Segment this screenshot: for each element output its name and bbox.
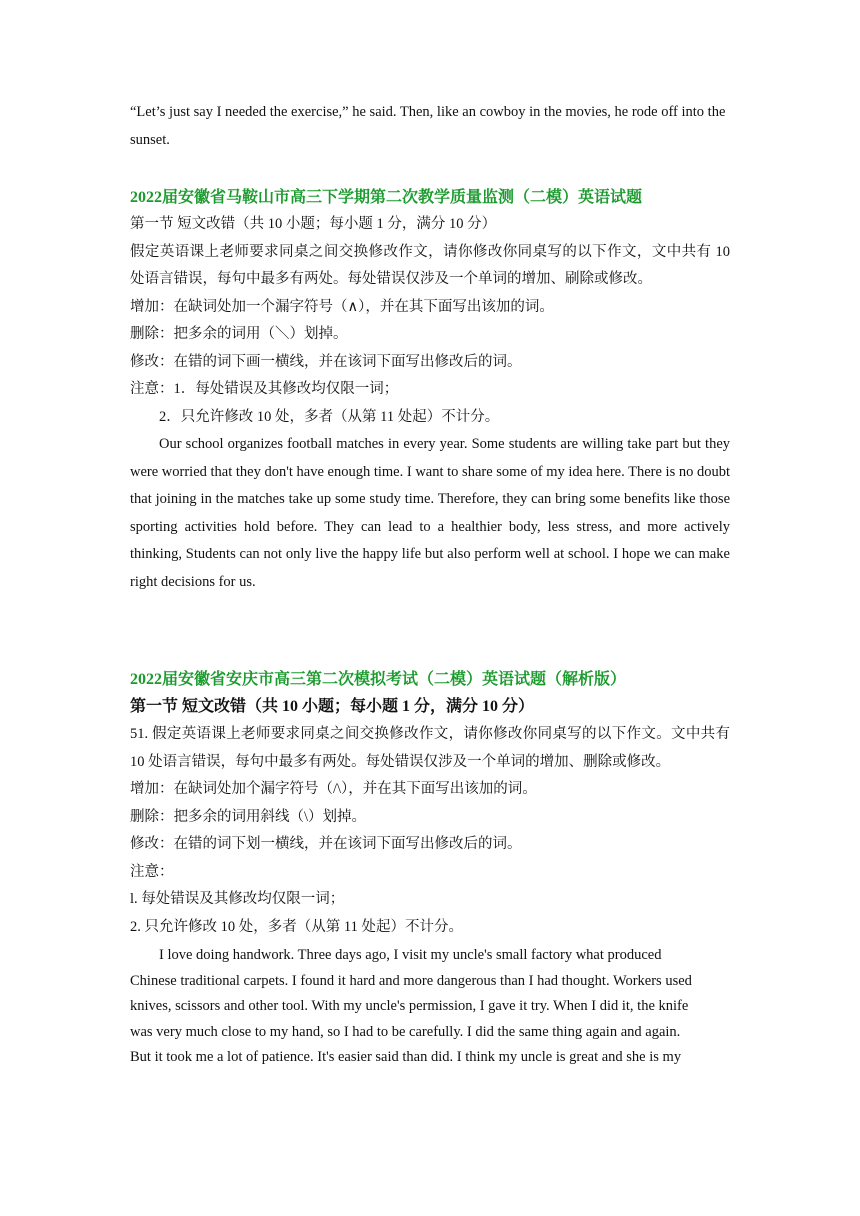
section-maanshan (130, 184, 730, 596)
note-label: 注意： (130, 863, 174, 880)
note-1: 注意：1．每处错误及其修改均仅限一词； (130, 381, 399, 397)
passage-line: was very much close to my hand, so I had to be carefully. I did the same thing again and again. (130, 1023, 681, 1040)
instruction: 假定英语课上老师要求同桌之间交换修改作文，请你修改你同桌写的以下作文，文中共有 10 处语言错误，每句中最多有两处。每处错误仅涉及一个单词的增加、刷除或修改。 (130, 243, 730, 287)
modify-rule: 修改：在错的词下画一横线，并在该词下面写出修改后的词。 (130, 353, 522, 370)
note-1: l. 每处错误及其修改均仅限一词； (130, 891, 345, 907)
section-title: 2022届安徽省马鞍山市高三下学期第二次教学质量监测（二模）英语试题 (130, 189, 643, 206)
note-2: 2．只允许修改 10 处，多者（从第 11 处起）不计分。 (159, 408, 500, 425)
passage-line: But it took me a lot of patience. It's easier said than did. I think my uncle is great and she is my (130, 1049, 682, 1065)
passage (130, 943, 730, 1071)
section-anqing (130, 666, 730, 1071)
passage-line: Chinese traditional carpets. I found it hard and more dangerous than I had thought. Workers used (130, 972, 692, 989)
top-story-paragraph: “Let’s just say I needed the exercise,” he said. Then, like an cowboy in the movies, he rode off into the sunset. (130, 104, 726, 148)
part-heading: 第一节 短文改错（共 10 小题；每小题 1 分，满分 10 分） (130, 216, 497, 232)
passage-line: knives, scissors and other tool. With my uncle's permission, I gave it try. When I did it, the knife (130, 998, 689, 1014)
passage: Our school organizes football matches in every year. Some students are willing take part but they were worried that they don't have enough time. I want to share some of my idea here. There is no doubt that joining in the matches take up some study time. Therefore, they can bring some benefits like those sporting activities hold before. They can lead to a healthier body, less stress, and more actively thinking, Students can not only live the happy life but also perform well at school. I hope we can make right decisions for us. (130, 436, 730, 590)
part-heading: 第一节 短文改错（共 10 小题；每小题 1 分，满分 10 分） (130, 698, 535, 715)
add-rule: 增加：在缺词处加一个漏字符号（∧），并在其下面写出该加的词。 (130, 298, 554, 315)
passage-line: I love doing handwork. Three days ago, I visit my uncle's small factory what produced (159, 947, 662, 963)
add-rule: 增加：在缺词处加个漏字符号（/\），并在其下面写出该加的词。 (130, 781, 537, 797)
delete-rule: 删除：把多余的词用（＼）划掉。 (130, 326, 348, 342)
section-title: 2022届安徽省安庆市高三第二次模拟考试（二模）英语试题（解析版） (130, 671, 627, 688)
delete-rule: 删除：把多余的词用斜线（\）划掉。 (130, 808, 367, 825)
modify-rule: 修改：在错的词下划一横线，并在该词下面写出修改后的词。 (130, 836, 522, 852)
top-story (130, 99, 730, 154)
note-2: 2. 只允许修改 10 处，多者（从第 11 处起）不计分。 (130, 918, 463, 935)
instruction: 51. 假定英语课上老师要求同桌之间交换修改作文，请你修改你同桌写的以下作文。文中共有 10 处语言错误，每句中最多有两处。每处错误仅涉及一个单词的增加、删除或修改。 (130, 726, 730, 770)
